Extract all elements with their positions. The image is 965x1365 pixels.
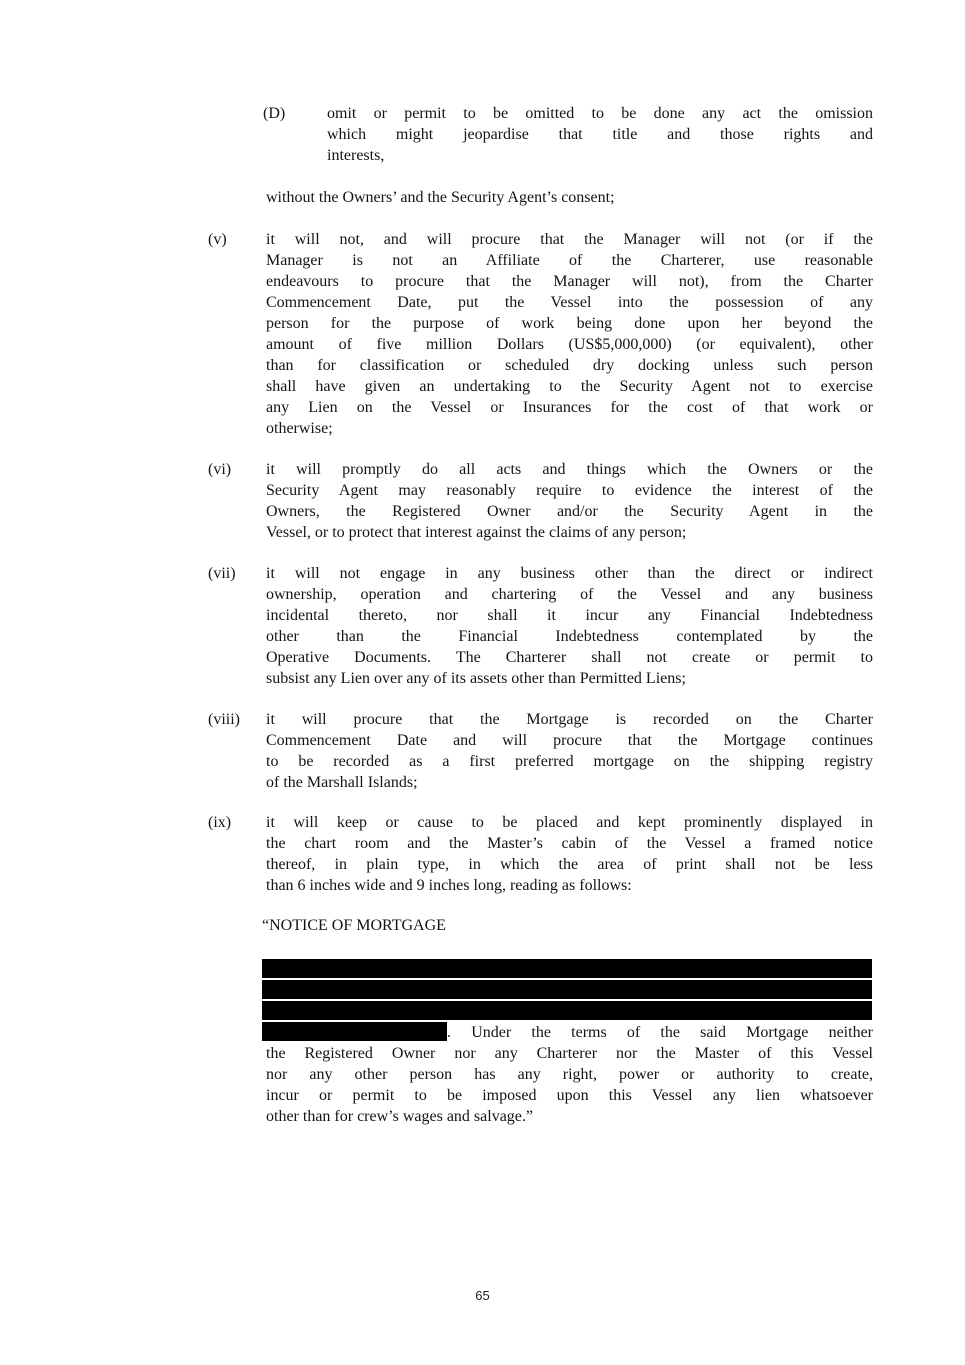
text-line: Manager is not an Affiliate of the Charterer, use reasonable [266, 252, 873, 269]
clause-label: (vi) [208, 461, 232, 478]
clause-label: (ix) [208, 814, 232, 831]
sub-clause-body [327, 103, 873, 166]
text-line: other than the Financial Indebtedness contemplated by the [266, 628, 873, 645]
sub-clause-D [263, 103, 873, 166]
text-line: the Registered Owner nor any Charterer nor the Master of this Vessel [266, 1045, 873, 1062]
clause-vi [208, 459, 873, 543]
text-line: Commencement Date, put the Vessel into the possession of any [266, 294, 873, 311]
redaction-bar [262, 980, 872, 999]
page-number: 65 [475, 1288, 490, 1303]
text-line: it will not, and will procure that the Manager will not (or if the [266, 231, 873, 248]
text-line: subsist any Lien over any of its assets other than Permitted Liens; [266, 670, 686, 687]
text-after-redaction: . Under the terms of the said Mortgage neither [447, 1024, 873, 1041]
text-line: it will promptly do all acts and things which the Owners or the [266, 461, 873, 478]
text-line: nor any other person has any right, power or authority to create, [266, 1066, 873, 1083]
clause-viii [208, 709, 873, 793]
text-line: endeavours to procure that the Manager will not), from the Charter [266, 273, 873, 290]
text-line: Operative Documents. The Charterer shall not create or permit to [266, 649, 873, 666]
clause-v [208, 229, 873, 439]
sub-clause-label: (D) [263, 105, 286, 122]
clause-body [266, 709, 873, 793]
notice-of-mortgage-heading: “NOTICE OF MORTGAGE [262, 917, 446, 934]
redaction-bar [262, 959, 872, 978]
text-line: Commencement Date and will procure that the Mortgage continues [266, 732, 873, 749]
clause-label: (viii) [208, 711, 240, 728]
text-line: interests, [327, 147, 385, 164]
clause-vii [208, 563, 873, 689]
text-line: other than for crew’s wages and salvage.” [266, 1108, 533, 1125]
redaction-bar [262, 1001, 872, 1020]
text-line: of the Marshall Islands; [266, 774, 418, 791]
text-line: incur or permit to be imposed upon this Vessel any lien whatsoever [266, 1087, 873, 1104]
clause-label: (v) [208, 231, 227, 248]
notice-paragraph [266, 1022, 873, 1127]
text-line: Owners, the Registered Owner and/or the Security Agent in the [266, 503, 873, 520]
text-line: any Lien on the Vessel or Insurances for the cost of that work or [266, 399, 873, 416]
redaction-block [262, 956, 873, 1020]
hanging-line: without the Owners’ and the Security Agent’s consent; [266, 189, 615, 206]
clause-ix [208, 812, 873, 896]
text-line: thereof, in plain type, in which the area of print shall not be less [266, 856, 873, 873]
text-line: amount of five million Dollars (US$5,000,000) (or equivalent), other [266, 336, 873, 353]
text-line: than for classification or scheduled dry docking unless such person [266, 357, 873, 374]
text-line: to be recorded as a first preferred mortgage on the shipping registry [266, 753, 873, 770]
text-line: which might jeopardise that title and those rights and [327, 126, 873, 143]
text-line: the chart room and the Master’s cabin of the Vessel a framed notice [266, 835, 873, 852]
clause-label: (vii) [208, 565, 236, 582]
text-line: it will procure that the Mortgage is recorded on the Charter [266, 711, 873, 728]
text-line: it will not engage in any business other than the direct or indirect [266, 565, 873, 582]
clause-body [266, 563, 873, 689]
text-line: incidental thereto, nor shall it incur any Financial Indebtedness [266, 607, 873, 624]
text-line: Security Agent may reasonably require to evidence the interest of the [266, 482, 873, 499]
text-line: Vessel, or to protect that interest against the claims of any person; [266, 524, 687, 541]
clause-body [266, 812, 873, 896]
clause-body [266, 229, 873, 439]
text-line [266, 1022, 873, 1043]
text-line: it will keep or cause to be placed and kept prominently displayed in [266, 814, 873, 831]
text-line: omit or permit to be omitted to be done any act the omission [327, 105, 873, 122]
text-line: otherwise; [266, 420, 333, 437]
text-line: shall have given an undertaking to the Security Agent not to exercise [266, 378, 873, 395]
text-line: than 6 inches wide and 9 inches long, reading as follows: [266, 877, 632, 894]
text-line: ownership, operation and chartering of the Vessel and any business [266, 586, 873, 603]
redaction-bar-inline [262, 1022, 447, 1041]
text-line: person for the purpose of work being done upon her beyond the [266, 315, 873, 332]
clause-body [266, 459, 873, 543]
